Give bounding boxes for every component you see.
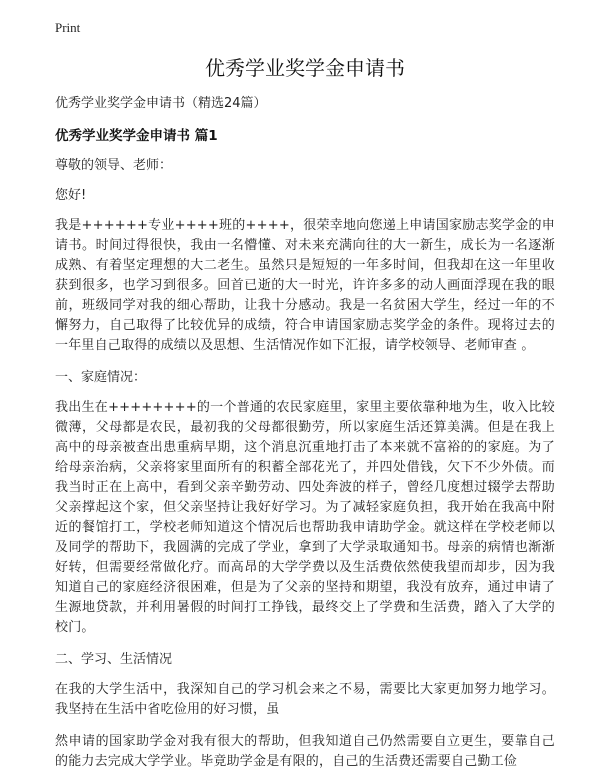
page-title: 优秀学业奖学金申请书: [205, 56, 405, 80]
greeting-text: 尊敬的领导、老师：: [55, 158, 173, 173]
intro-paragraph: 我是++++++专业++++班的++++，很荣幸地向您递上申请国家励志奖学金的申请书。时间过得很快，我由一名懵懂、对未来充满向往的大一新生，成长为一名逐渐成熟、有着坚定理想的大二老生。虽然只是短短的一年多时间，但我却在这一年里收获到很多，也学习到很多。回首已逝的大一时光，许许多多的动人画面浮现在我的眼前，班级同学对我的细心帮助，让我十分感动。我是一名贫困大学生，经过一年的不懈努力，自己取得了比较优异的成绩，符合申请国家励志奖学金的条件。现将过去的一年里自己取得的成绩以及思想、生活情况作如下汇报，请学校领导、老师审查 。: [55, 218, 555, 353]
study-heading: 二、学习、生活情况: [55, 652, 173, 667]
family-paragraph: 我出生在++++++++的一个普通的农民家庭里，家里主要依靠种地为生，收入比较微薄，父母都是农民，最初我的父母都很勤劳，所以家庭生活还算美满。但是在我上高中的母亲被查出患重病早期，这个消息沉重地打击了本来就不富裕的的家庭。为了给母亲治病，父亲将家里面所有的积蓄全部花光了，并四处借钱，欠下不少外债。而我当时正在上高中，看到父亲辛勤劳动、四处奔波的样子，曾经几度想过辍学去帮助父亲撑起这个家，但父亲坚持让我好好学习。为了减轻家庭负担，我开始在我高中附近的餐馆打工，学校老师知道这个情况后也帮助我申请助学金。就这样在学校老师以及同学的帮助下，我圆满的完成了学业，拿到了大学录取通知书。母亲的病情也渐渐好转，但需要经常做化疗。而高昂的大学学费以及生活费依然使我望而却步，因为我知道自己的家庭经济很困难，但是为了父亲的坚持和期望，我没有放弃，通过申请了生源地贷款，并利用暑假的时间打工挣钱，最终交上了学费和生活费，踏入了大学的校门。: [55, 400, 555, 635]
family-heading: 一、家庭情况：: [55, 370, 147, 385]
study-paragraph: 在我的大学生活中，我深知自己的学习机会来之不易，需要比大家更加努力地学习。我坚持在生活中省吃俭用的好习惯，虽: [55, 682, 555, 717]
hello-text: 您好!: [55, 188, 87, 203]
document-body: [55, 54, 555, 784]
document-subtitle: 优秀学业奖学金申请书（精选24篇）: [55, 96, 267, 111]
print-link[interactable]: Print: [55, 20, 81, 35]
study-paragraph-continued: 然申请的国家助学金对我有很大的帮助，但我知道自己仍然需要自立更生，要靠自己的能力去完成大学学业。毕竟助学金是有限的，自己的生活费还需要自己勤工俭: [55, 734, 555, 769]
section-heading: 优秀学业奖学金申请书 篇1: [55, 128, 218, 144]
